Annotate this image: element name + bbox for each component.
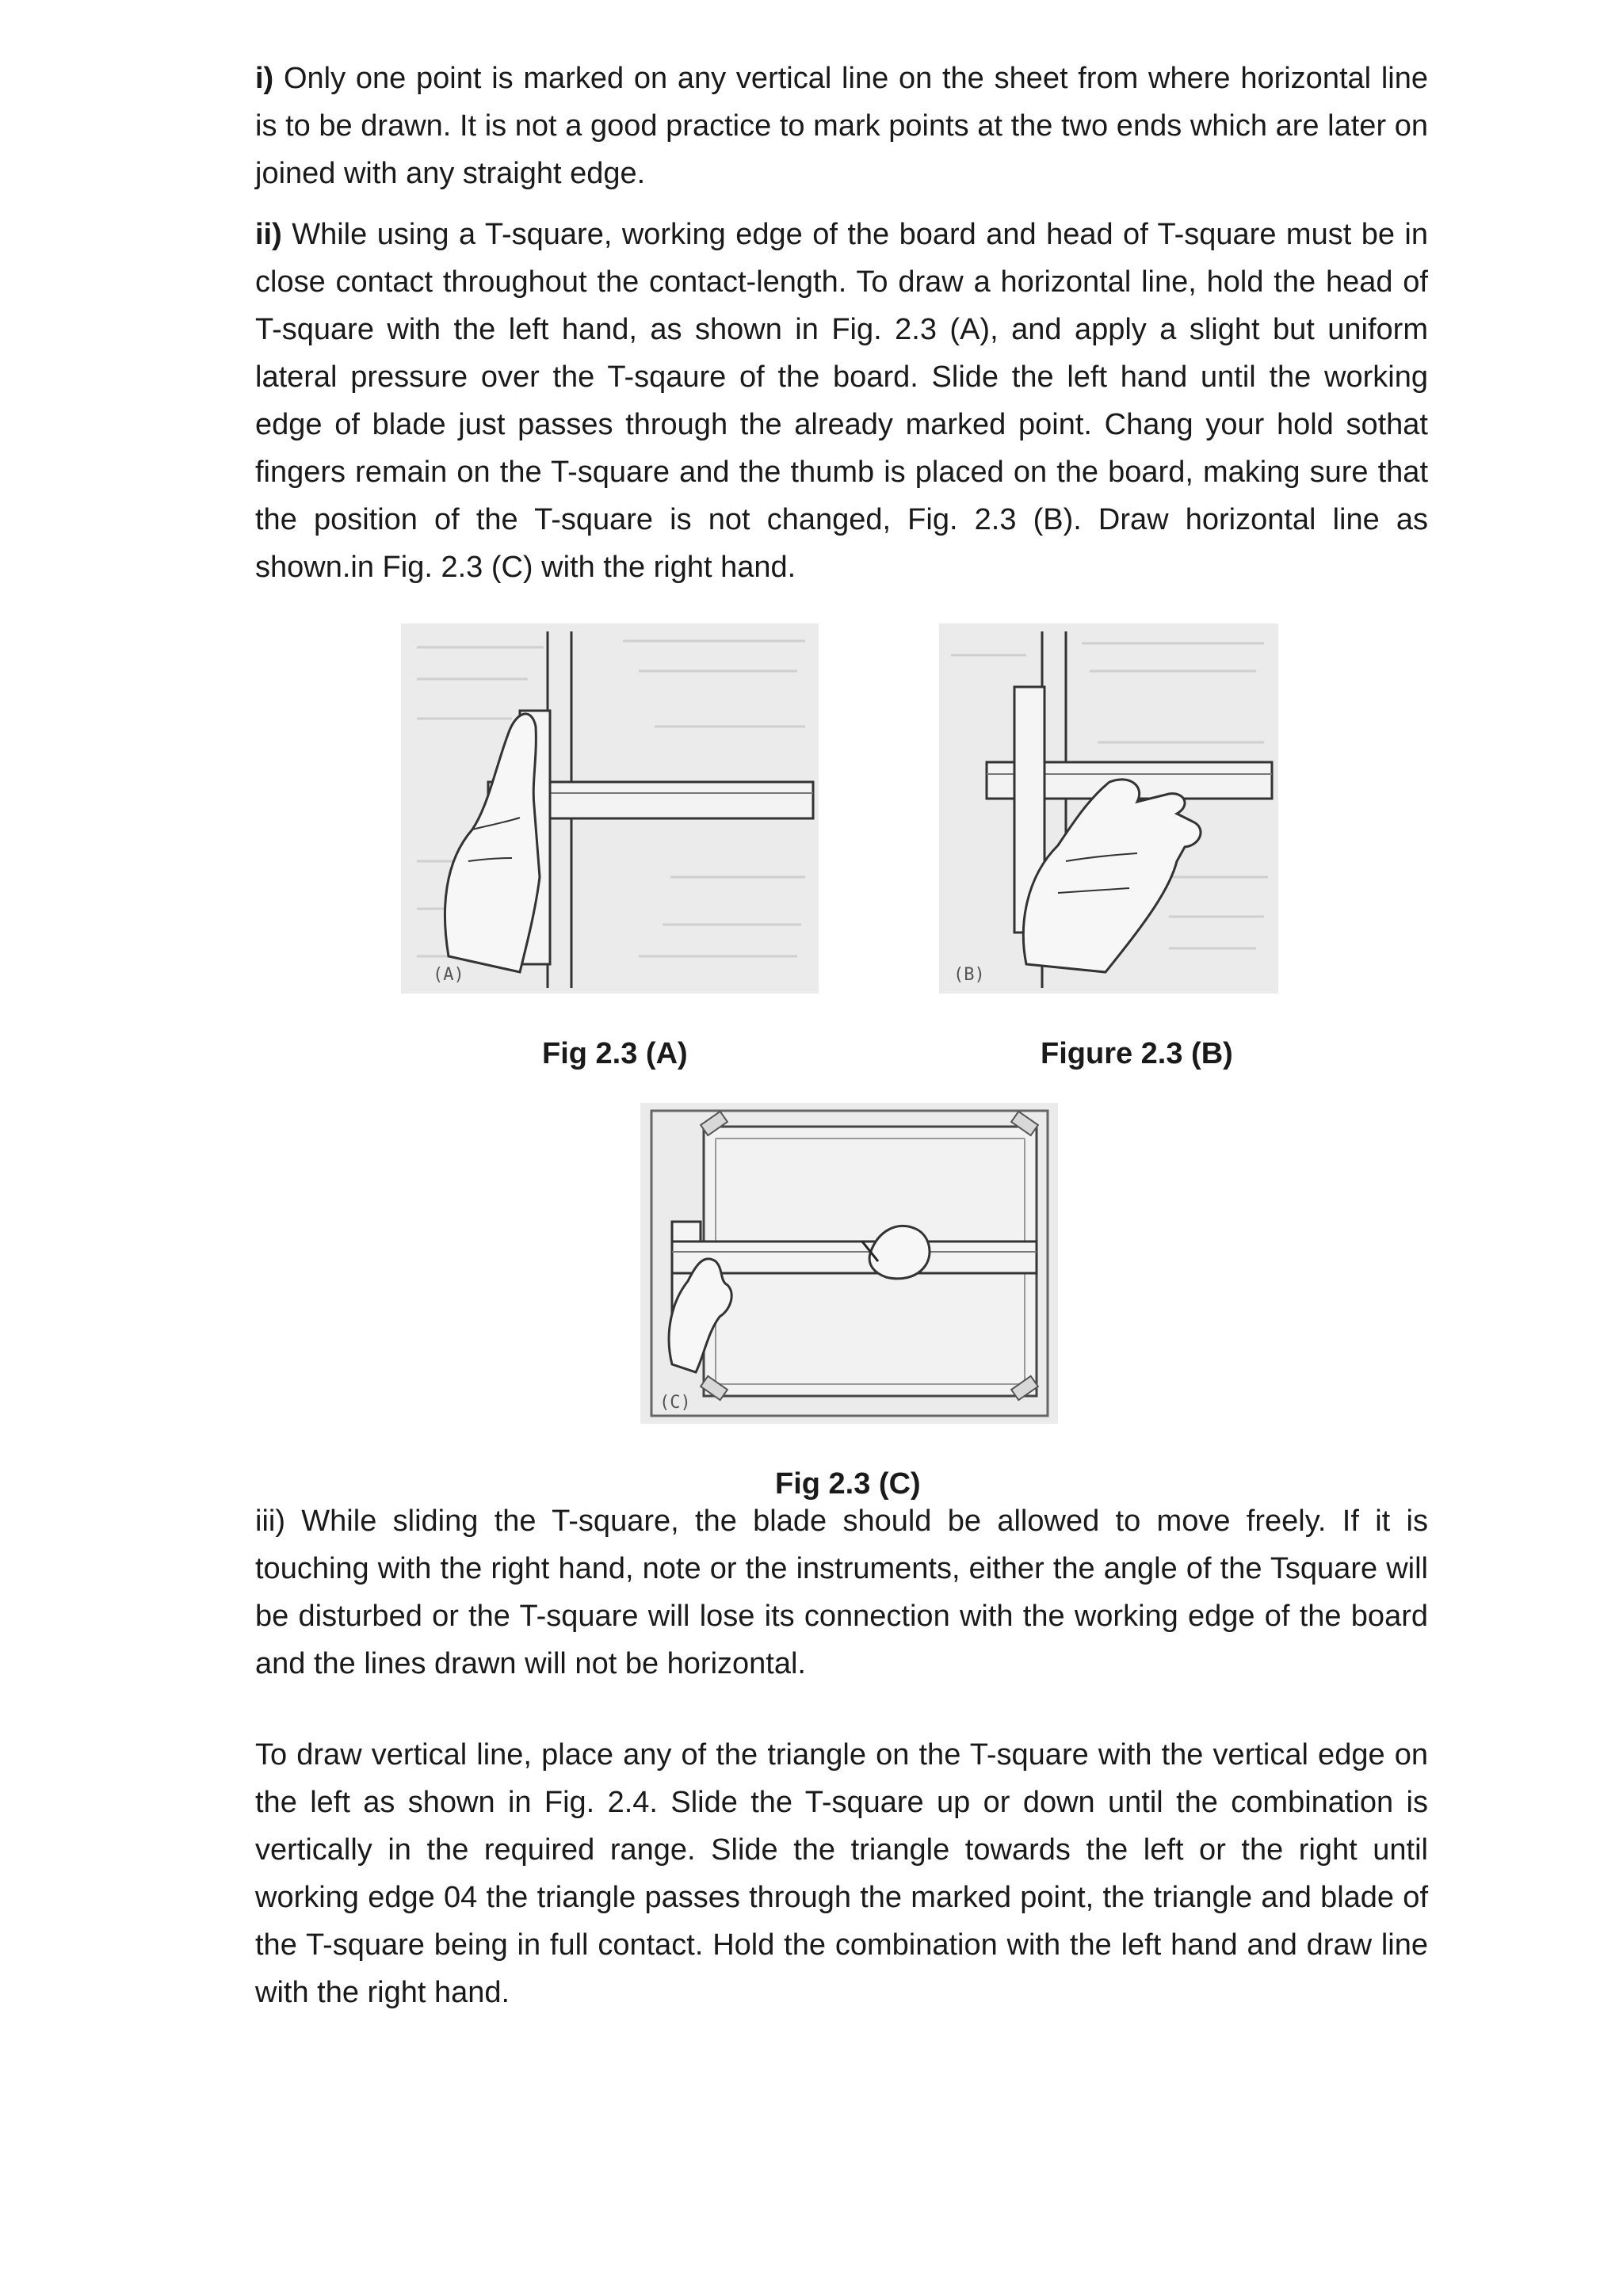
- figure-2-3-a-image: [401, 624, 819, 994]
- figure-c-caption: Fig 2.3 (C): [775, 1467, 921, 1501]
- figure-a-inner-label: (A): [433, 965, 464, 985]
- figure-2-3-b-image: [939, 624, 1278, 994]
- paragraph-ii-label: ii): [255, 218, 282, 251]
- paragraph-i-text: Only one point is marked on any vertical line on the sheet from where horizontal line is to be drawn. It is not a good practice to mark points at the two ends which are later on joined with any straight edge.: [255, 62, 1428, 190]
- figure-b-caption: Figure 2.3 (B): [1041, 1037, 1233, 1070]
- figure-b-inner-label: (B): [953, 965, 985, 985]
- paragraph-ii-text: While using a T-square, working edge of the board and head of T-square must be in close contact throughout the contact-length. To draw a horizontal line, hold the head of T-square with the left hand, as shown in Fig. 2.3 (A), and apply a slight but uniform lateral pressure over the T-sqaure of the board. Slide the left hand until the working edge of blade just passes through the already marked point. Chang your hold sothat fingers remain on the T-square and the thumb is placed on the board, making sure that the position of the T-square is not changed, Fig. 2.3 (B). Draw horizontal line as shown.in Fig. 2.3 (C) with the right hand.: [255, 218, 1428, 584]
- paragraph-vertical-line: To draw vertical line, place any of the triangle on the T-square with the vertical edge on the left as shown in Fig. 2.4. Slide the T-square up or down until the combination is vertically in the required range. Slide the triangle towards the left or the right until working edge 04 the triangle passes through the marked point, the triangle and blade of the T-square being in full contact. Hold the combination with the left hand and draw line with the right hand.: [255, 1738, 1428, 2009]
- paragraph-i: [255, 55, 1428, 197]
- figure-2-3-c-image: [640, 1103, 1058, 1424]
- paragraph-iii: iii) While sliding the T-square, the blade should be allowed to move freely. If it is touching with the right hand, note or the instruments, either the angle of the Tsquare will be disturbed or the T-square will lose its connection with the working edge of the board and the lines drawn will not be horizontal.: [255, 1505, 1428, 1680]
- paragraph-ii: [255, 211, 1428, 591]
- figure-a-caption: Fig 2.3 (A): [542, 1037, 688, 1070]
- figure-c-inner-label: (C): [659, 1393, 691, 1413]
- paragraph-i-label: i): [255, 62, 274, 95]
